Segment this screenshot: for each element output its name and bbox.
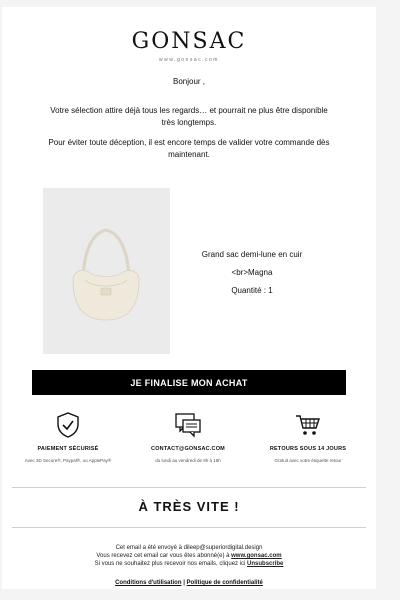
brand-logo[interactable]: GONSAC [131,29,247,54]
product-image[interactable] [43,188,170,354]
finalize-purchase-button[interactable]: JE FINALISE MON ACHAT [32,370,346,395]
feature-returns [248,412,368,463]
feature-contact [128,412,248,463]
terms-link[interactable]: Conditions d'utilisation [115,580,182,586]
footer-unsubscribe-text: Si vous ne souhaitez plus recevoir nos emails, cliquez ici [94,561,248,567]
divider [12,487,366,488]
footer-sent-to: Cet email a été envoyé à dileep@superiordigital.design [115,545,263,551]
feature-title: RETOURS SOUS 14 JOURS [269,446,347,452]
footer-subscription-text: Vous recevez cet email car vous êtes abonné(e) à [96,553,232,559]
product-name[interactable]: Grand sac demi-lune en cuir [201,250,303,259]
features-row [2,412,376,472]
feature-subtitle: du lundi au vendredi de 9h à 18h [155,458,221,463]
greeting: Bonjour , [172,77,206,86]
reminder-paragraph: Pour éviter toute déception, il est encore temps de valider votre commande dès maintenant. [48,138,330,159]
unsubscribe-link[interactable]: Unsubscribe [247,561,284,567]
product-quantity: Quantité : 1 [231,286,273,295]
feature-title[interactable]: CONTACT@GONSAC.COM [151,446,225,452]
footer-unsubscribe-line [2,560,376,568]
chat-icon [128,412,248,438]
privacy-link[interactable]: Politique de confidentialité [186,580,263,586]
divider [12,527,366,528]
cart-icon [248,412,368,438]
footer-subscription [2,552,376,560]
product-variant: <br>Magna [231,268,273,277]
footer [2,544,376,568]
email-card [2,7,376,589]
closing-headline: À TRÈS VITE ! [138,499,240,514]
link-separator: | [183,580,185,586]
shield-check-icon [8,412,128,438]
legal-links [2,580,376,586]
feature-title: PAIEMENT SÉCURISÉ [37,446,99,452]
feature-subtitle: Gratuit avec votre étiquette retour [274,458,342,463]
feature-secure-payment [8,412,128,463]
feature-subtitle: Avec 3D Secure®, Paypal®, ou ApplePay® [24,458,112,463]
handbag-image [43,188,170,354]
product-info [187,249,317,303]
intro-paragraph: Votre sélection attire déjà tous les regards… et pourrait ne plus être disponible très longtemps. [50,106,328,127]
website-link[interactable]: www.gonsac.com [231,553,282,559]
brand-url: www.gonsac.com [159,57,219,63]
